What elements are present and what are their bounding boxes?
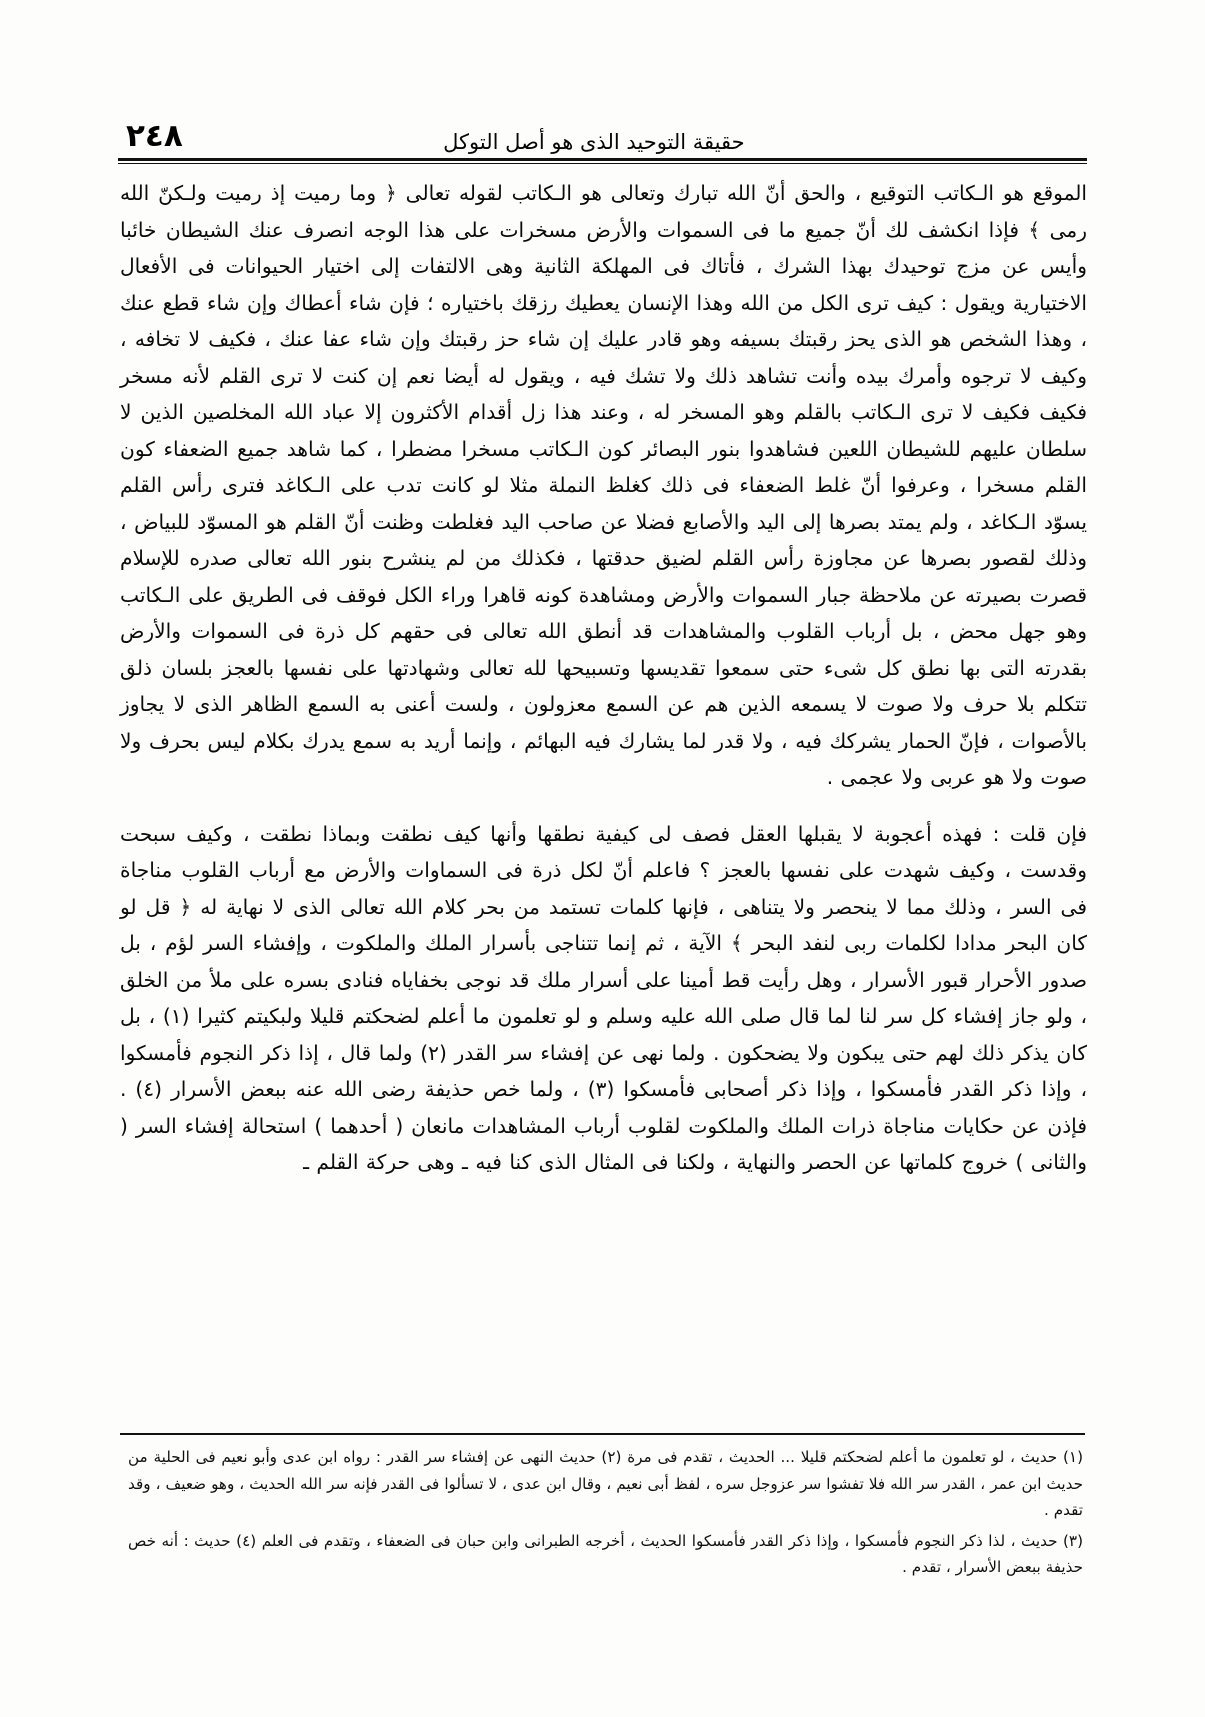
footnote-1: (١) حديث ، لو تعلمون ما أعلم لضحكتم قليلا ... الحديث ، تقدم فى مرة (٢) حديث النهى عن إفشاء سر القدر : رواه ابن عدى وأبو نعيم فى الحلية من حديث ابن عمر ، القدر سر الله فلا تفشوا سر عزوجل سره ، لفظ أبى نعيم ، وقال ابن عدى ، لا تسألوا فى القدر فإنه سر الله الحديث ، وهو ضعيف ، وقد تقدم . — [128, 1448, 1084, 1519]
footnote-block-2 — [128, 1528, 1083, 1581]
header-divider — [118, 158, 1087, 164]
footnote-2: (٣) حديث ، لذا ذكر النجوم فأمسكوا ، وإذا ذكر القدر فأمسكوا الحديث ، أخرجه الطبرانى وابن حبان فى الضعفاء ، وتقدم فى العلم (٤) حديث : أنه خص حذيفة ببعض الأسرار ، تقدم . — [128, 1531, 1083, 1576]
page-header — [120, 112, 1085, 154]
page-bottom-edge — [0, 1691, 1205, 1717]
footnote-block-1 — [128, 1444, 1083, 1524]
paragraph-2: فإن قلت : فهذه أعجوبة لا يقبلها العقل فصف لى كيفية نطقها وأنها كيف نطقت وبماذا نطقت ، وكيف سبحت وقدست ، وكيف شهدت على نفسها بالعجز ؟ فاعلم أنّ لكل ذرة فى السماوات والأرض مع أرباب القلوب مناجاة فى السر ، وذلك مما لا ينحصر ولا يتناهى ، فإنها كلمات تستمد من بحر كلام الله تعالى الذى لا نهاية له ﴿ قل لو كان البحر مدادا لكلمات ربى لنفد البحر ﴾ الآية ، ثم إنما تتناجى بأسرار الملك والملكوت ، وإفشاء السر لؤم ، بل صدور الأحرار قبور الأسرار ، وهل رأيت قط أمينا على أسرار ملك قد نوجى بخفاياه فنادى بسره على ملأ من الخلق ، ولو جاز إفشاء كل سر لنا لما قال صلى الله عليه وسلم و لو تعلمون ما أعلم لضحكتم قليلا ولبكيتم كثيرا (١) ، بل كان يذكر ذلك لهم حتى يبكون ولا يضحكون . ولما نهى عن إفشاء سر القدر (٢) ولما قال ، إذا ذكر النجوم فأمسكوا ، وإذا ذكر القدر فأمسكوا ، وإذا ذكر أصحابى فأمسكوا (٣) ، ولما خص حذيفة رضى الله عنه ببعض الأسرار (٤) . فإذن عن حكايات مناجاة ذرات الملك والملكوت لقلوب أرباب المشاهدات مانعان ( أحدهما ) استحالة إفشاء السر ( والثانى ) خروج كلماتها عن الحصر والنهاية ، ولكنا فى المثال الذى كنا فيه ـ وهى حركة القلم ـ — [120, 821, 1088, 1174]
footnotes-section — [128, 1444, 1083, 1583]
footnote-divider — [120, 1433, 1085, 1435]
body-text — [120, 175, 1087, 1181]
paragraph-1: الموقع هو الـكاتب التوقيع ، والحق أنّ الله تبارك وتعالى هو الـكاتب لقوله تعالى ﴿ وما رميت إذ رميت ولـكنّ الله رمى ﴾ فإذا انكشف لك أنّ جميع ما فى السموات والأرض مسخرات على هذا الوجه انصرف عنك الشيطان خائبا وأيس عن مزج توحيدك بهذا الشرك ، فأتاك فى المهلكة الثانية وهى الالتفات إلى اختيار الحيوانات فى الأفعال الاختيارية ويقول : كيف ترى الكل من الله وهذا الإنسان يعطيك رزقك باختياره ؛ فإن شاء أعطاك وإن شاء قطع عنك ، وهذا الشخص هو الذى يحز رقبتك بسيفه وهو قادر عليك إن شاء حز رقبتك وإن شاء عفا عنك ، فكيف لا تخافه ، وكيف لا ترجوه وأمرك بيده وأنت تشاهد ذلك ولا تشك فيه ، ويقول له أيضا نعم إن كنت لا ترى القلم لأنه مسخر فكيف فكيف لا ترى الـكاتب بالقلم وهو المسخر له ، وعند هذا زل أقدام الأكثرون إلا عباد الله المخلصين الذين لا سلطان عليهم للشيطان اللعين فشاهدوا بنور البصائر كون الـكاتب مسخرا مضطرا ، كما شاهد جميع الضعفاء كون القلم مسخرا ، وعرفوا أنّ غلط الضعفاء فى ذلك كغلظ النملة مثلا لو كانت تدب على الـكاغد فترى رأس القلم يسوّد الـكاغد ، ولم يمتد بصرها إلى اليد والأصابع فضلا عن صاحب اليد فغلطت وظنت أنّ القلم هو المسوّد للبياض ، وذلك لقصور بصرها عن مجاوزة رأس القلم لضيق حدقتها ، فكذلك من لم ينشرح بنور الله تعالى صدره للإسلام قصرت بصيرته عن ملاحظة جبار السموات والأرض ومشاهدة كونه قاهرا وراء الكل فوقف فى الطريق على الـكاتب وهو جهل محض ، بل أرباب القلوب والمشاهدات قد أنطق الله تعالى فى حقهم كل ذرة فى السموات والأرض بقدرته التى بها نطق كل شىء حتى سمعوا تقديسها وتسبيحها لله تعالى وشهادتها على نفسها بالعجز بلسان ذلق تتكلم بلا حرف ولا صوت لا يسمعه الذين هم عن السمع معزولون ، ولست أعنى به السمع الظاهر الذى لا يجاوز بالأصوات ، فإنّ الحمار يشركك فيه ، ولا قدر لما يشارك فيه البهائم ، وإنما أريد به سمع يدرك بكلام ليس بحرف ولا صوت ولا هو عربى ولا عجمى . — [120, 181, 1087, 789]
page-number: ٢٤٨ — [126, 118, 183, 154]
running-title: حقيقة التوحيد الذى هو أصل التوكل — [443, 130, 745, 154]
